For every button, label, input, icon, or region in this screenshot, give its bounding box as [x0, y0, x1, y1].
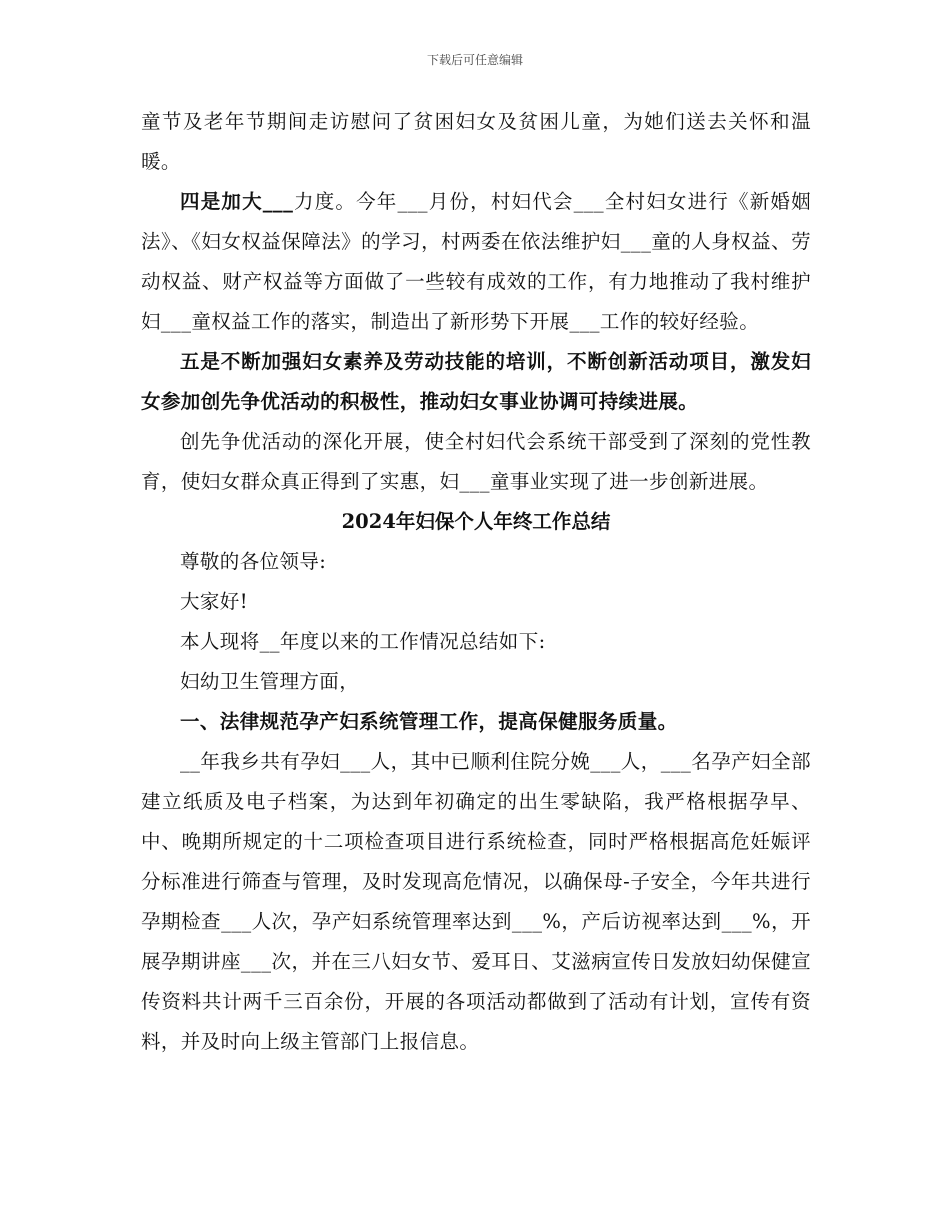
- document-title: 2024年妇保个人年终工作总结: [341, 510, 611, 533]
- greeting-leaders: 尊敬的各位领导:: [180, 550, 327, 573]
- paragraph-five: 五是不断加强妇女素养及劳动技能的培训，不断创新活动项目，激发妇女参加创先争优活动的积极性，推动妇女事业协调可持续进展。: [141, 350, 811, 413]
- body-paragraph-one: __年我乡共有孕妇___人，其中已顺利住院分娩___人，___名孕产妇全部建立纸质及电子档案，为达到年初确定的出生零缺陷，我严格根据孕早、中、晚期所规定的十二项检查项目进行系统检查，同时严格根据高危妊娠评分标准进行筛查与管理，及时发现高危情况，以确保母-子安全，今年共进行孕期检查___人次，孕产妇系统管理率达到___%，产后访视率达到___%，开展孕期讲座___次，并在三八妇女节、爱耳日、艾滋病宣传日发放妇幼保健宣传资料共计两千三百余份，开展的各项活动都做到了活动有计划，宣传有资料，并及时向上级主管部门上报信息。: [141, 750, 811, 1053]
- section-line: 妇幼卫生管理方面，: [180, 670, 360, 693]
- paragraph-continuation: 童节及老年节期间走访慰问了贫困妇女及贫困儿童，为她们送去关怀和温暖。: [141, 110, 811, 173]
- document-body: [141, 102, 811, 1062]
- paragraph-summary: 创先争优活动的深化开展，使全村妇代会系统干部受到了深刻的党性教育，使妇女群众真正得到了实惠，妇___童事业实现了进一步创新进展。: [141, 430, 811, 493]
- intro-line: 本人现将__年度以来的工作情况总结如下:: [180, 630, 546, 653]
- page-header: 下载后可任意编辑: [426, 53, 523, 67]
- paragraph-four-text: 力度。今年___月份，村妇代会___全村妇女进行《新婚姻法》、《妇女权益保障法》的学习，村两委在依法维护妇___童的人身权益、劳动权益、财产权益等方面做了一些较有成效的工作，有力地推动了我村维护妇___童权益工作的落实，制造出了新形势下开展___工作的较好经验。: [141, 190, 811, 333]
- greeting-all: 大家好!: [180, 590, 248, 613]
- paragraph-four-lead: 四是加大___: [180, 190, 294, 213]
- paragraph-four: [141, 182, 811, 342]
- heading-one: 一、法律规范孕产妇系统管理工作，提高保健服务质量。: [180, 710, 678, 733]
